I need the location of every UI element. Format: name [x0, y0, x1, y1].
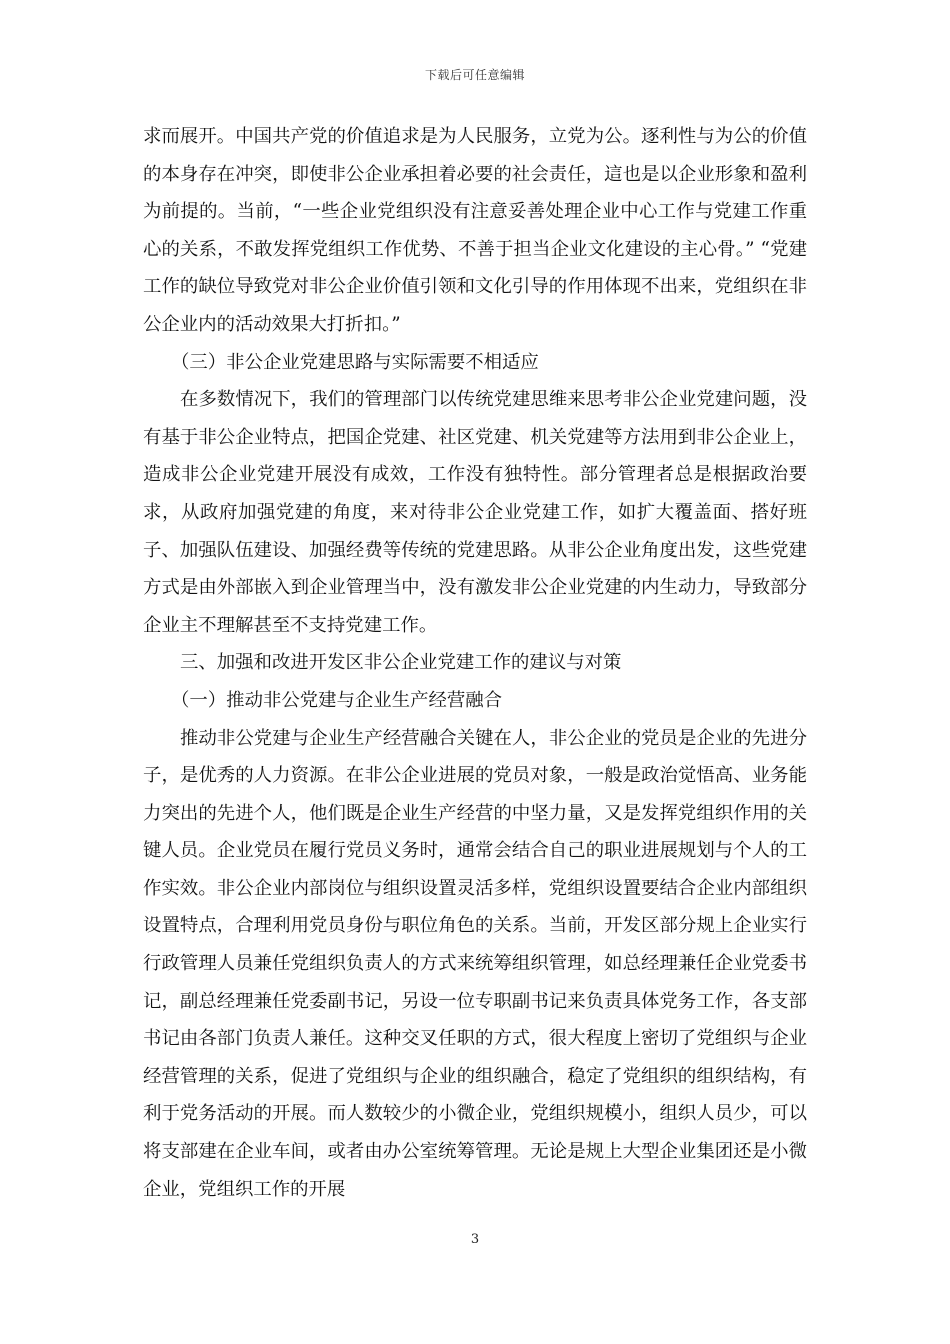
page-header: 下载后可任意编辑 — [424, 68, 525, 82]
paragraph-integration: 推动非公党建与企业生产经营融合关键在人，非公企业的党员是企业的先进分子，是优秀的人力资源。在非公企业进展的党员对象，一般是政治觉悟高、业务能力突出的先进个人，他们既是企业生产经营的中坚力量，又是发挥党组织作用的关键人员。企业党员在履行党员义务时，通常会结合自己的职业进展规划与个人的工作实效。非公企业内部岗位与组织设置灵活多样，党组织设置要结合企业内部组织设置特点，合理利用党员身份与职位角色的关系。当前，开发区部分规上企业实行行政管理人员兼任党组织负责人的方式来统筹组织管理，如总经理兼任企业党委书记，副总经理兼任党委副书记，另设一位专职副书记来负责具体党务工作，各支部书记由各部门负责人兼任。这种交叉任职的方式，很大程度上密切了党组织与企业经营管理的关系，促进了党组织与企业的组织融合，稳定了党组织的组织结构，有利于党务活动的开展。而人数较少的小微企业，党组织规模小，组织人员少，可以将支部建在企业车间，或者由办公室统筹管理。无论是规上大型企业集团还是小微企业，党组织工作的开展 — [143, 727, 807, 1200]
page-number: 3 — [470, 1232, 480, 1247]
paragraph-continuation: 求而展开。中国共产党的价值追求是为人民服务，立党为公。逐利性与为公的价值的本身存在冲突，即使非公企业承担着必要的社会责任，這也是以企业形象和盈利为前提的。当前，“一些企业党组织没有注意妥善处理企业中心工作与党建工作重心的关系，不敢发挥党组织工作优势、不善于担当企业文化建设的主心骨。” “党建工作的缺位导致党对非公企业价值引领和文化引导的作用体现不出来，党组织在非公企业内的活动效果大打折扣。” — [143, 126, 807, 335]
subheading-one: （一）推动非公党建与企业生产经营融合 — [171, 689, 503, 711]
subheading-three: （三）非公企业党建思路与实际需要不相适应 — [171, 351, 539, 373]
section-heading-three: 三、加强和改进开发区非公企业党建工作的建议与对策 — [180, 652, 622, 674]
paragraph-management-thinking: 在多数情况下，我们的管理部门以传统党建思维来思考非公企业党建问题，没有基于非公企业特点，把国企党建、社区党建、机关党建等方法用到非公企业上，造成非公企业党建开展没有成效，工作没有独特性。部分管理者总是根据政治要求，从政府加强党建的角度，来对待非公企业党建工作，如扩大覆盖面、搭好班子、加强队伍建设、加强经费等传统的党建思路。从非公企业角度出发，这些党建方式是由外部嵌入到企业管理当中，没有激发非公企业党建的内生动力，导致部分企业主不理解甚至不支持党建工作。 — [143, 389, 807, 636]
document-body — [143, 118, 807, 1208]
